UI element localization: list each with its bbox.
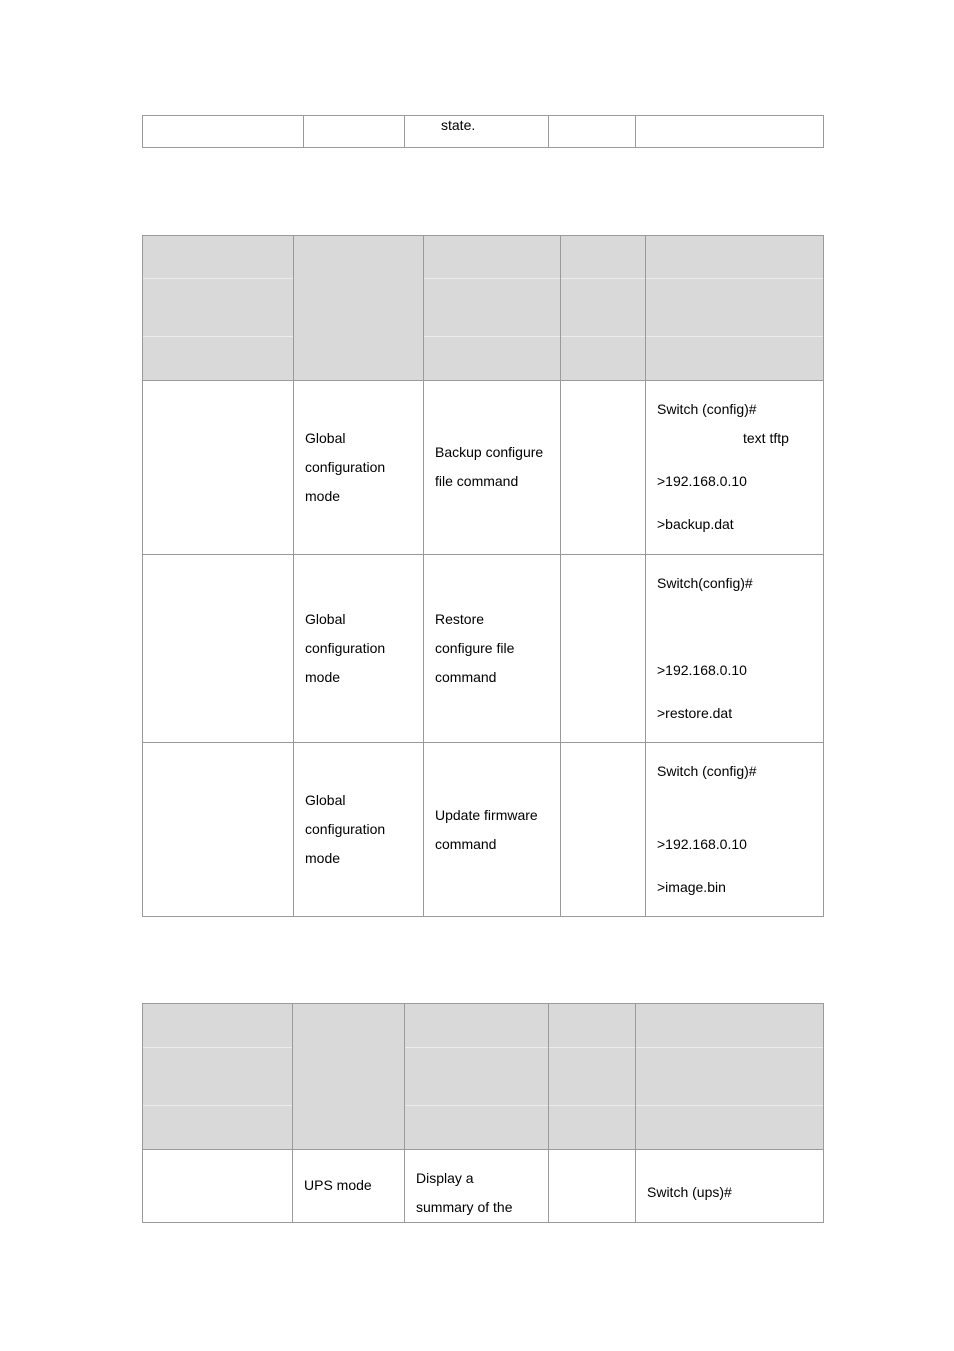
mode-cell: [294, 555, 424, 743]
function-text: Update firmware: [435, 807, 538, 823]
mode-text: UPS mode: [304, 1177, 372, 1193]
example-text: Switch (config)#: [657, 401, 757, 417]
mode-cell: [294, 381, 424, 555]
function-cell: [405, 1150, 549, 1223]
table-cell: [143, 743, 294, 917]
table-row: [143, 116, 824, 148]
table-cell: [304, 116, 405, 148]
table-cell: [549, 116, 636, 148]
function-cell: [424, 381, 561, 555]
example-cell: [646, 743, 824, 917]
example-text: text tftp: [743, 430, 789, 446]
mode-text: configuration: [305, 640, 386, 656]
table-cell: [561, 743, 646, 917]
example-text: >192.168.0.10: [657, 662, 747, 678]
header-cell: [646, 236, 824, 381]
function-text: Restore: [435, 611, 485, 627]
table-row: [143, 555, 824, 743]
header-cell: [561, 236, 646, 381]
mode-text: Global: [305, 792, 346, 808]
example-cell: [636, 1150, 824, 1223]
header-cell: [405, 1004, 549, 1150]
table-cell: [143, 381, 294, 555]
table-row: [143, 381, 824, 555]
header-cell: [424, 236, 561, 381]
example-cell: [646, 381, 824, 555]
function-cell: [424, 555, 561, 743]
table-cell: [561, 555, 646, 743]
function-text: Backup configure: [435, 444, 544, 460]
function-text: configure file: [435, 640, 515, 656]
table-header-row: [143, 236, 824, 381]
function-cell: [424, 743, 561, 917]
header-cell: [549, 1004, 636, 1150]
example-text: >192.168.0.10: [657, 836, 747, 852]
mode-cell: [294, 743, 424, 917]
example-text: >backup.dat: [657, 516, 734, 532]
table-cell: [561, 381, 646, 555]
mode-text: mode: [305, 669, 341, 685]
mode-text: Global: [305, 611, 346, 627]
table-row: [143, 743, 824, 917]
function-text: Display a: [416, 1170, 474, 1186]
example-cell: [646, 555, 824, 743]
table-top-partial: [142, 115, 824, 148]
table-header-row: [143, 1004, 824, 1150]
table-tftp-commands: [142, 235, 824, 917]
function-text: summary of the: [416, 1199, 513, 1215]
mode-text: mode: [305, 488, 341, 504]
header-cell: [293, 1004, 405, 1150]
table-row: [143, 1150, 824, 1223]
mode-text: configuration: [305, 459, 386, 475]
example-text: Switch (config)#: [657, 763, 757, 779]
table-cell: [143, 1150, 293, 1223]
header-cell: [143, 236, 294, 381]
example-text: >restore.dat: [657, 705, 733, 721]
function-text: file command: [435, 473, 519, 489]
header-cell: [143, 1004, 293, 1150]
table-cell: [549, 1150, 636, 1223]
table-ups-commands: [142, 1003, 824, 1223]
mode-text: configuration: [305, 821, 386, 837]
table-cell: [405, 116, 549, 148]
table-cell: [143, 116, 304, 148]
example-text: >192.168.0.10: [657, 473, 747, 489]
example-text: >image.bin: [657, 879, 726, 895]
function-text: command: [435, 669, 497, 685]
function-text: command: [435, 836, 497, 852]
example-text: Switch(config)#: [657, 575, 753, 591]
example-text: Switch (ups)#: [647, 1184, 732, 1200]
cell-text: state.: [441, 117, 476, 133]
table-cell: [636, 116, 824, 148]
mode-cell: [293, 1150, 405, 1223]
mode-text: Global: [305, 430, 346, 446]
header-cell: [294, 236, 424, 381]
header-cell: [636, 1004, 824, 1150]
table-cell: [143, 555, 294, 743]
mode-text: mode: [305, 850, 341, 866]
